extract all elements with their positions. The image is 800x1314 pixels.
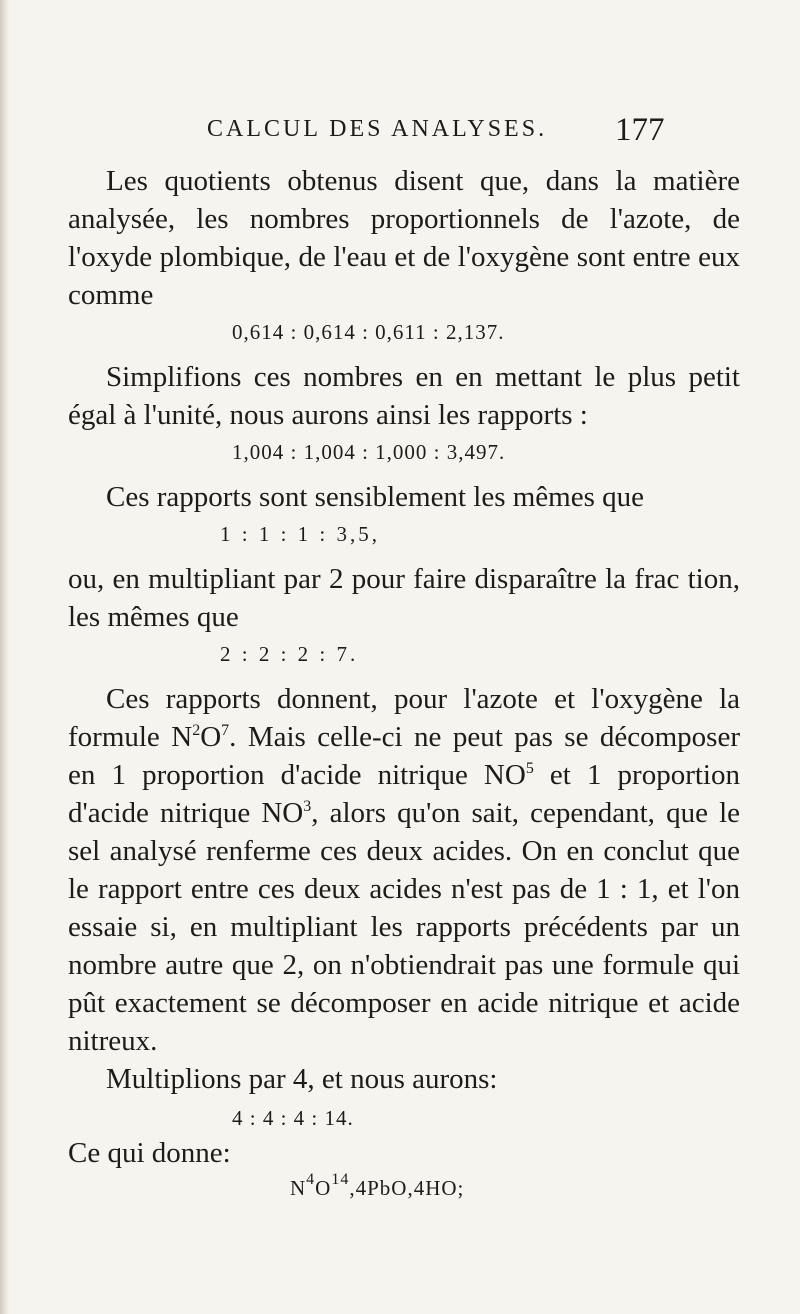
page-edge-shadow bbox=[0, 0, 10, 1314]
final-formula-n: N bbox=[290, 1176, 307, 1200]
formula-sup-4: 3 bbox=[303, 798, 312, 815]
paragraph-ratios: Ces rapports sont sensiblement les mêmes que bbox=[106, 481, 645, 513]
formula-text-1: Ces rapports donnent, pour l'azote et l'oxygène la formule N bbox=[68, 683, 740, 753]
paragraph-quotients: Les quotients obtenus disent que, dans la matière analysée, les nombres proportionnels de l'azote, de l'oxyde plombique, de l'eau et de l'oxygène sont entre eux comme bbox=[68, 165, 740, 311]
formula-sup-1: 2 bbox=[192, 722, 201, 739]
running-head: CALCUL DES ANALYSES. bbox=[207, 116, 548, 142]
paragraph-simplify: Simplifions ces nombres en en mettant le plus petit égal à l'unité, nous aurons ainsi les rapports : bbox=[68, 361, 740, 431]
final-formula-sup-2: 14 bbox=[331, 1171, 350, 1188]
formula-sup-2: 7 bbox=[221, 722, 230, 739]
final-formula bbox=[68, 1171, 740, 1200]
equation-simplified: 1,004 : 1,004 : 1,000 : 3,497. bbox=[232, 440, 506, 464]
formula-sup-3: 5 bbox=[525, 760, 534, 777]
paragraph-formula bbox=[68, 680, 740, 1060]
page-number: 177 bbox=[615, 112, 665, 148]
final-formula-rest: ,4PbO,4HO; bbox=[349, 1176, 465, 1200]
formula-text-4: et 1 proportion d'acide nitrique NO bbox=[68, 759, 740, 829]
paragraph-multiply-two: ou, en multipliant par 2 pour faire disparaître la frac tion, les mêmes que bbox=[68, 563, 740, 633]
paragraph-multiply-four: Multiplions par 4, et nous aurons: bbox=[106, 1063, 498, 1095]
final-formula-sup-1: 4 bbox=[306, 1171, 316, 1188]
equation-quotients: 0,614 : 0,614 : 0,611 : 2,137. bbox=[232, 320, 505, 344]
formula-text-2: O bbox=[200, 721, 222, 753]
paragraph-result: Ce qui donne: bbox=[68, 1137, 231, 1169]
formula-text-3: . Mais celle-ci ne peut pas se décomposer en 1 proportion d'acide nitrique NO bbox=[68, 721, 740, 791]
equation-times-four: 4 : 4 : 4 : 14. bbox=[232, 1106, 354, 1130]
equation-ratios: 1 : 1 : 1 : 3,5, bbox=[220, 522, 381, 546]
body-text bbox=[68, 162, 740, 1200]
final-formula-o: O bbox=[315, 1176, 332, 1200]
equation-times-two: 2 : 2 : 2 : 7. bbox=[220, 642, 359, 666]
page-header bbox=[0, 112, 800, 156]
formula-text-5: , alors qu'on sait, cependant, que le sel analysé renferme ces deux acides. On en conclut que le rapport entre ces deux acides n'est pas de 1 : 1, et l'on essaie si, en multipliant les rapports précédents par un nombre autre que 2, on n'obtiendrait pas une formule qui pût exactement se décomposer en acide nitrique et acide nitreux. bbox=[68, 797, 740, 1057]
